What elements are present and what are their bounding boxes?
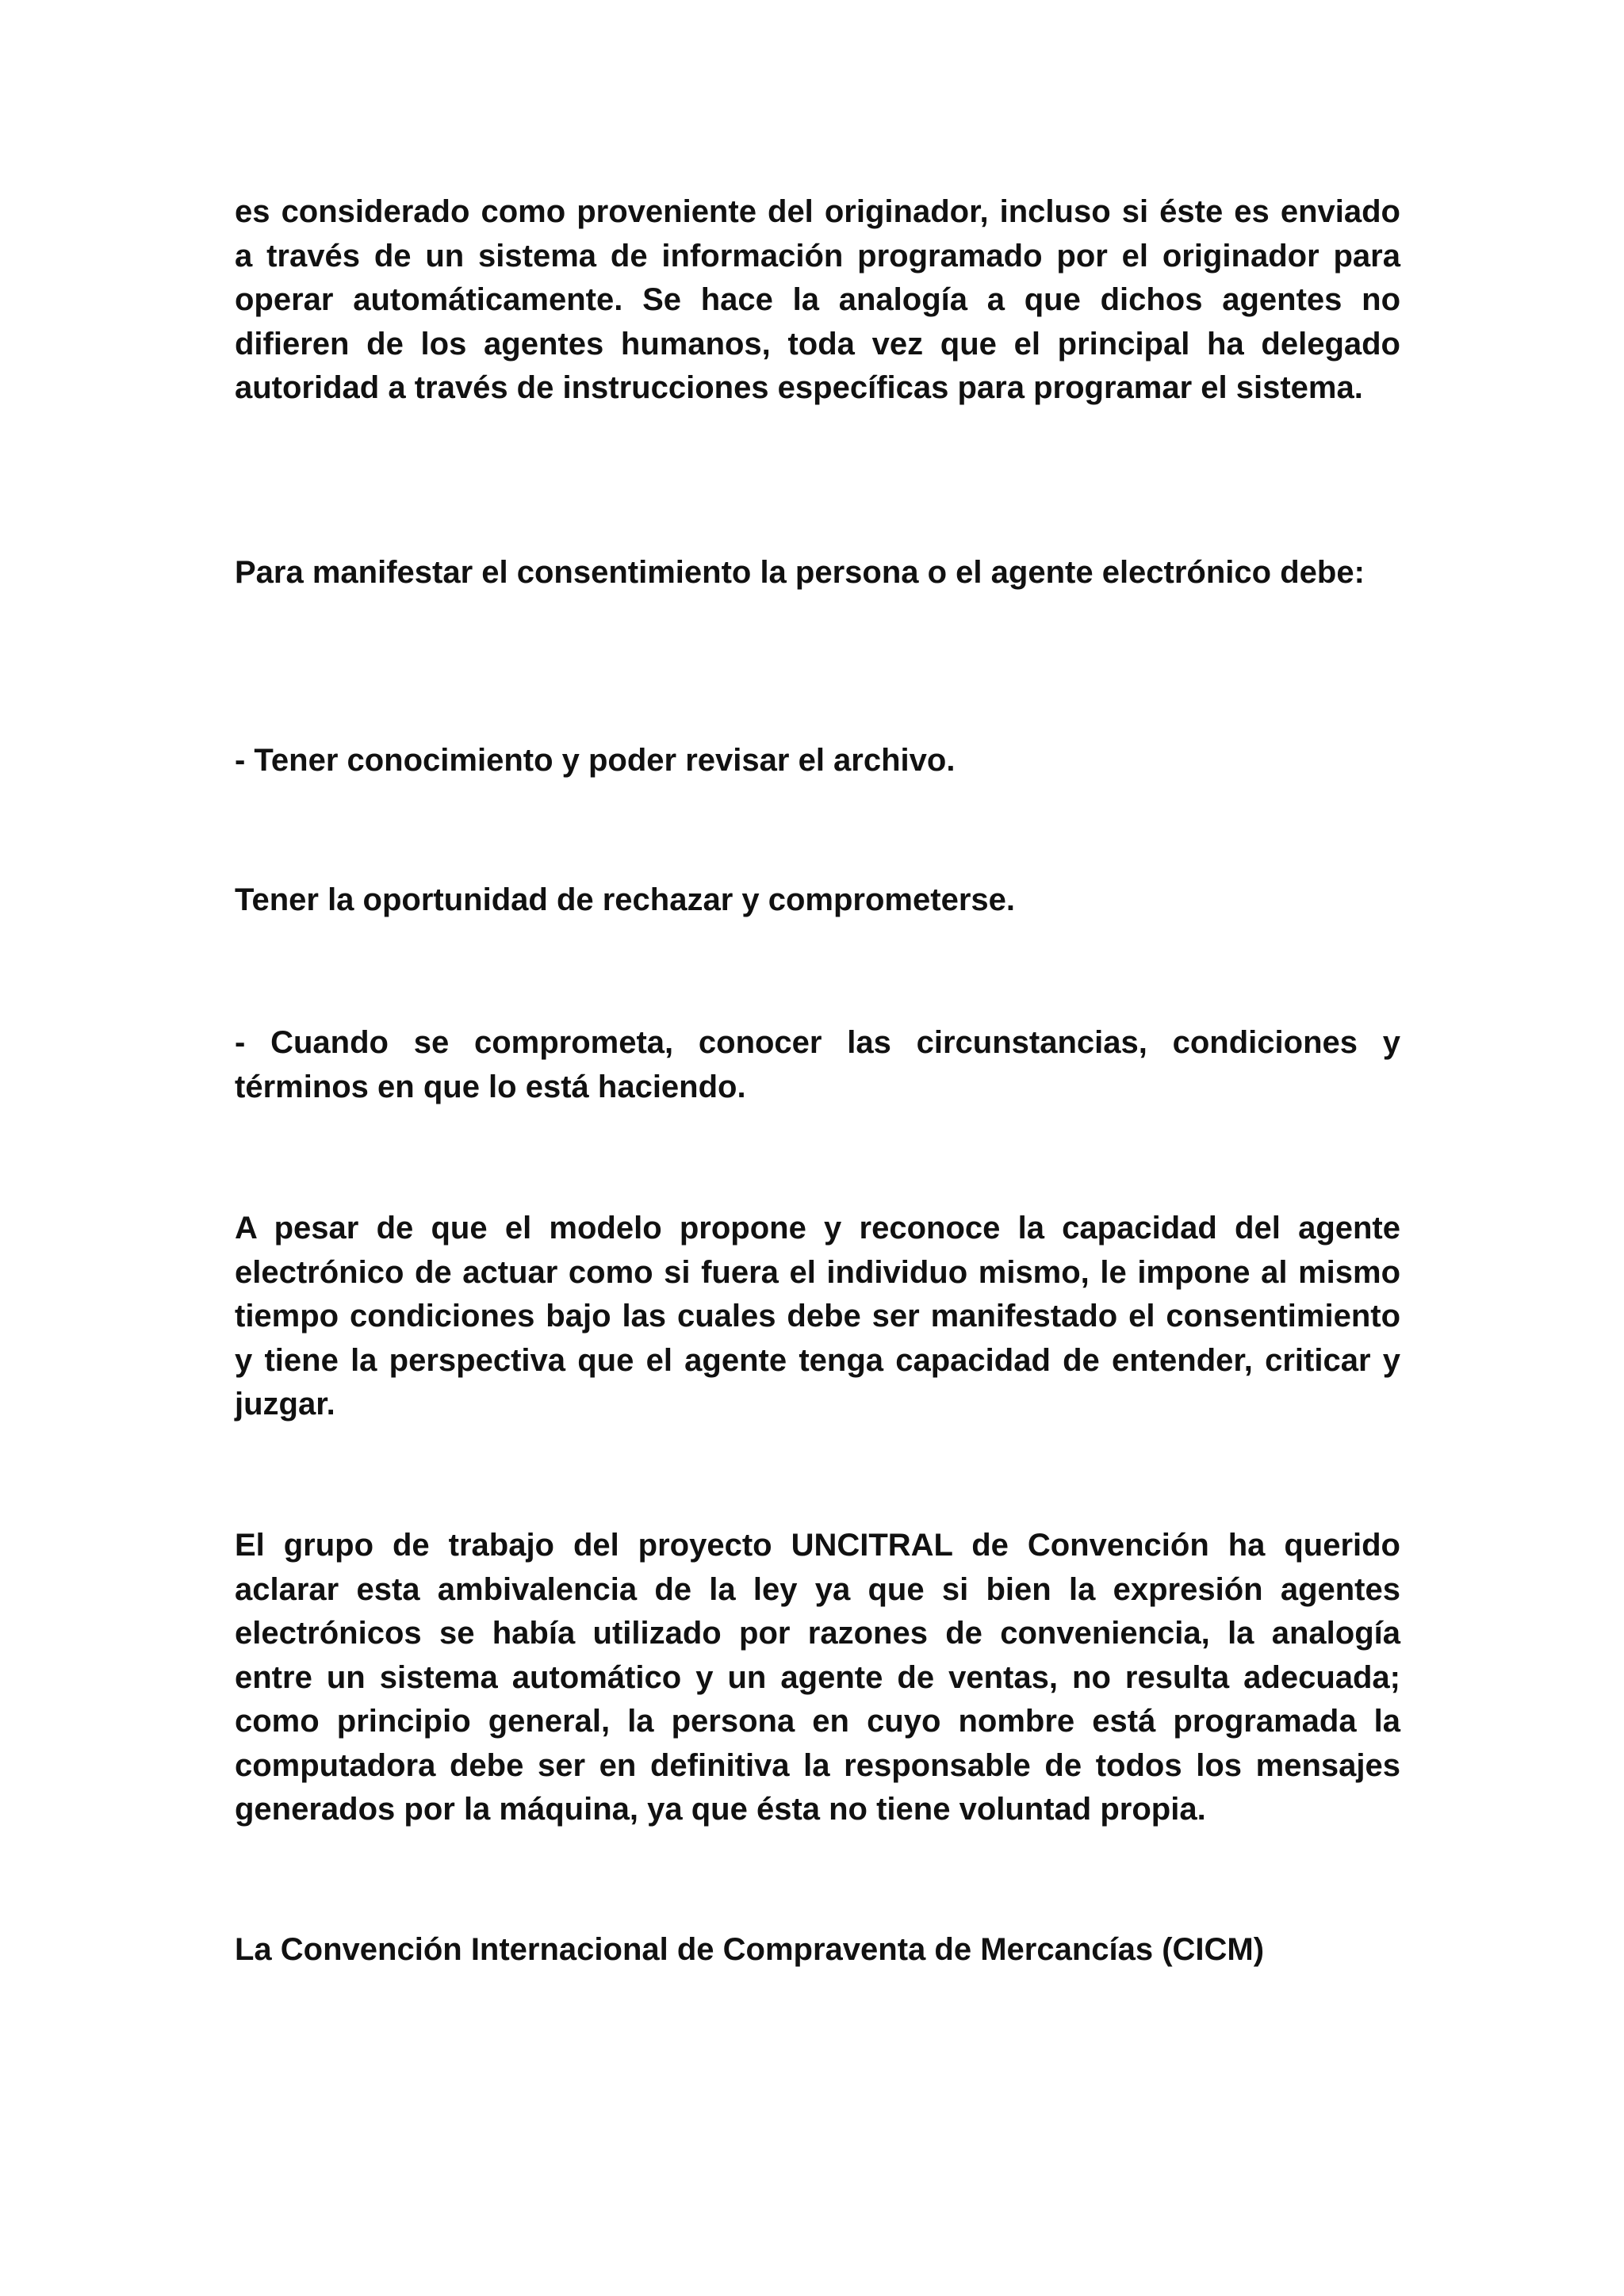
paragraph-modelo: A pesar de que el modelo propone y reconoce la capacidad del agente electrónico de actuar como si fuera el individuo mismo, le impone al mismo tiempo condiciones bajo las cuales debe ser manifestado el consentimiento y tiene la perspectiva que el agente tenga capacidad de entender, criticar y juzgar. <box>235 1211 1400 1422</box>
paragraph-consentimiento: Para manifestar el consentimiento la persona o el agente electrónico debe: <box>235 555 1365 590</box>
list-item-circunstancias: - Cuando se comprometa, conocer las circunstancias, condiciones y términos en que lo está haciendo. <box>235 1025 1400 1104</box>
heading-cicm: La Convención Internacional de Compraventa de Mercancías (CICM) <box>235 1932 1265 1967</box>
list-item-oportunidad: Tener la oportunidad de rechazar y comprometerse. <box>235 882 1015 917</box>
list-item-conocimiento: - Tener conocimiento y poder revisar el archivo. <box>235 743 956 778</box>
paragraph-uncitral: El grupo de trabajo del proyecto UNCITRAL de Convención ha querido aclarar esta ambivalencia de la ley ya que si bien la expresión agentes electrónicos se había utilizado por razones de conveniencia, la analogía entre un sistema automático y un agente de ventas, no resulta adecuada; como principio general, la persona en cuyo nombre está programada la computadora debe ser en definitiva la responsable de todos los mensajes generados por la máquina, ya que ésta no tiene voluntad propia. <box>235 1528 1400 1827</box>
paragraph-originador: es considerado como proveniente del originador, incluso si éste es enviado a través de un sistema de información programado por el originador para operar automáticamente. Se hace la analogía a que dichos agentes no difieren de los agentes humanos, toda vez que el principal ha delegado autoridad a través de instrucciones específicas para programar el sistema. <box>235 194 1400 405</box>
